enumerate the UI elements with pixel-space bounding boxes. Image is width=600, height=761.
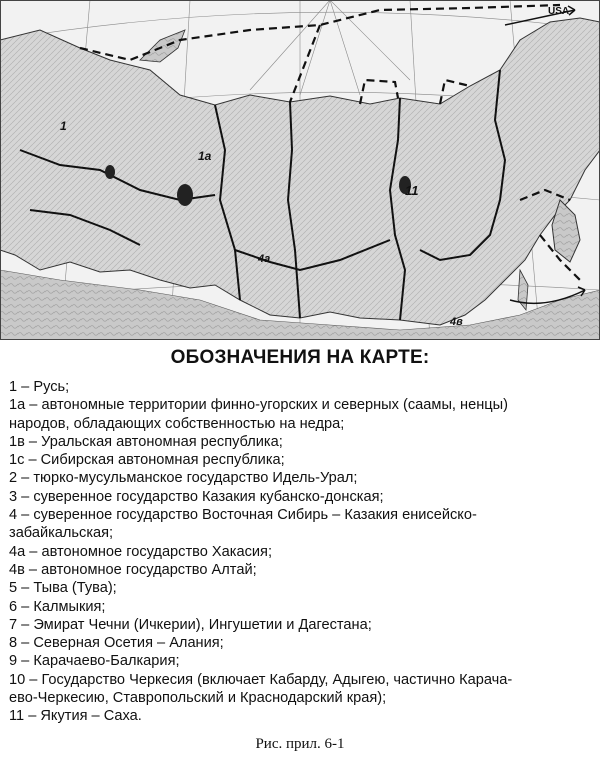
legend-line: 4в – автономное государство Алтай; xyxy=(9,561,257,578)
legend-list xyxy=(9,378,595,726)
map-image xyxy=(0,0,600,340)
legend-line: народов, обладающих собственностью на недра; xyxy=(9,415,345,432)
label-region-1a: 1а xyxy=(198,149,212,163)
legend-line: 3 – суверенное государство Казакия кубанско-донская; xyxy=(9,488,384,505)
legend-line: 1 – Русь; xyxy=(9,379,70,395)
legend-line: 1с – Сибирская автономная республика; xyxy=(9,452,285,469)
legend-line: 4а – автономное государство Хакасия; xyxy=(9,543,272,560)
legend-title: ОБОЗНАЧЕНИЯ НА КАРТЕ: xyxy=(170,347,430,368)
legend-line: 6 – Калмыкия; xyxy=(9,598,106,615)
label-region-1: 1 xyxy=(60,119,67,133)
legend-line: 1а – автономные территории финно-угорских и северных (саамы, ненцы) xyxy=(9,397,508,414)
label-usa: USA xyxy=(548,6,570,17)
legend-line: 5 – Тыва (Тува); xyxy=(9,580,117,597)
legend-line: 9 – Карачаево-Балкария; xyxy=(9,653,180,670)
figure-caption: Рис. прил. 6-1 xyxy=(255,736,345,752)
legend-line: 4 – суверенное государство Восточная Сибирь – Казакия енисейско- xyxy=(9,507,477,524)
legend-line: ево-Черкесию, Ставропольский и Краснодарский края); xyxy=(9,690,387,707)
legend-line: 8 – Северная Осетия – Алания; xyxy=(9,635,224,652)
label-region-11: 11 xyxy=(405,183,419,198)
legend-line: забайкальская; xyxy=(9,525,114,542)
legend-line: 11 – Якутия – Саха. xyxy=(9,708,142,725)
label-region-4b: 4в xyxy=(450,316,463,328)
legend-line: 2 – тюрко-мусульманское государство Идель-Урал; xyxy=(9,470,358,487)
legend-line: 7 – Эмират Чечни (Ичкерии), Ингушетии и Дагестана; xyxy=(9,616,372,633)
map-svg xyxy=(0,0,600,340)
legend-line: 1в – Уральская автономная республика; xyxy=(9,433,283,450)
legend-line: 10 – Государство Черкесия (включает Кабарду, Адыгею, частично Карача- xyxy=(9,671,513,688)
label-region-4a: 4а xyxy=(258,253,271,265)
